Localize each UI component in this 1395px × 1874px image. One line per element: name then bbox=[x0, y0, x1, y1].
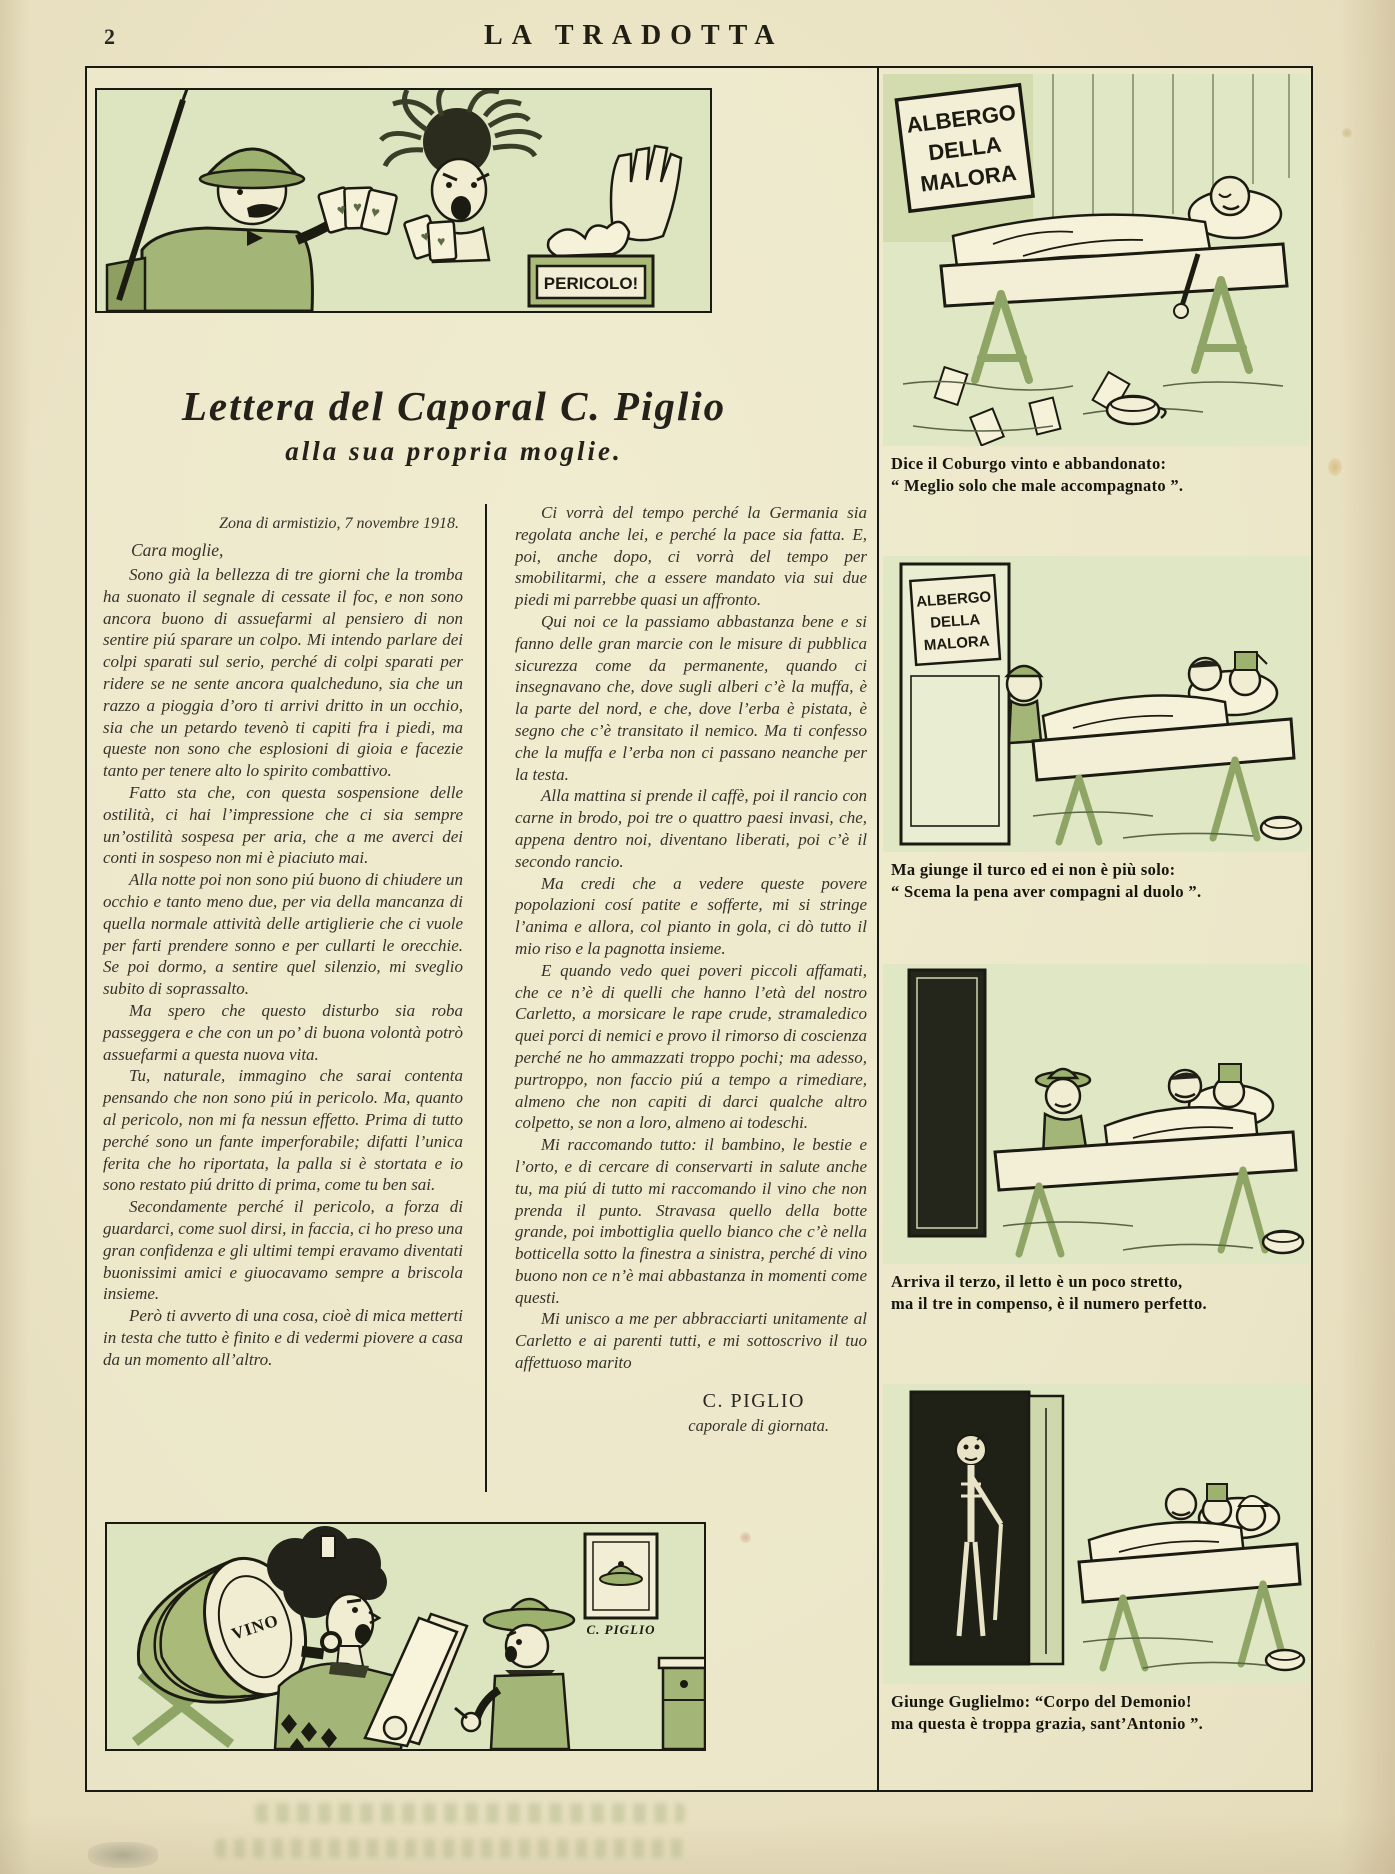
paper-stain bbox=[88, 1842, 158, 1868]
panel-caption bbox=[883, 1691, 1309, 1734]
fez-hat bbox=[1207, 1484, 1227, 1501]
letter-column-1 bbox=[103, 515, 463, 1370]
letter-paragraph: Fatto sta che, con questa sospensione delle ostilità, ci hai l’impressione che ci sia sempre un’ostilità sospesa per aria, che a me averci dei conti in sospeso non mi è piaciuto mai. bbox=[103, 782, 463, 868]
fez-hat bbox=[1235, 652, 1257, 670]
letter-paragraphs-col2 bbox=[515, 502, 867, 1374]
panel-guglielmo bbox=[883, 1384, 1309, 1734]
article-subtitle: alla sua propria moglie. bbox=[285, 436, 623, 466]
dateline: Zona di armistizio, 7 novembre 1918. bbox=[219, 515, 459, 532]
chamber-pot bbox=[1263, 1231, 1303, 1253]
dark-doorway bbox=[911, 1392, 1063, 1664]
letter-column-2 bbox=[515, 502, 867, 1436]
letter-paragraph: Sono già la bellezza di tre giorni che la tromba ha suonato il segnale di cessate il foc, e non sono ancora buono di assuefarmi al pensiero di non sentire piú sparare un colpo. Mi intendo parlare dei colpi sparati sul serio, perché di colpi sparati per ridere se ne sente ancora qualcheduno, sia che un razzo a pioggia d’oro ti arrivi dritto in un occhio, sia che un petardo tevenò ti capiti fra i piedi, ma queste non sono che esplosioni di gioia e facezie tanto per tenere alto lo spirito combattivo. bbox=[103, 565, 463, 781]
show-through-text bbox=[255, 1803, 685, 1823]
chamber-pot bbox=[1266, 1650, 1304, 1670]
panel-caption bbox=[883, 453, 1309, 496]
dark-door bbox=[909, 970, 985, 1236]
svg-text:♥: ♥ bbox=[353, 200, 362, 216]
panel-coburgo bbox=[883, 74, 1309, 496]
svg-text:♥: ♥ bbox=[437, 235, 446, 250]
soldier-medusa-drawing bbox=[97, 90, 710, 311]
panel-turco bbox=[883, 556, 1309, 902]
illustration-soldier-medusa bbox=[95, 88, 712, 313]
framed-picture bbox=[585, 1534, 657, 1637]
letter-paragraph: Secondamente perché il pericolo, a forza di guardarci, come suol dirsi, in faccia, ci ho preso una gran confidenza e gli ultimi tempi eravamo diventati buonissimi amici e giuocavamo sempre a briscola insieme. bbox=[103, 1197, 463, 1304]
letter-paragraph: Qui noi ce la passiamo abbastanza bene e si fanno delle gran marcie con le misure di pubblica sicurezza come da permanente, quando ci insegnavano che, dove sugli alberi c’è la muffa, è la parte del nord, e che, dove l’erba è pistata, è segno che c’è transitato il nemico. Ma ti confesso che la muffa e l’erba non ci passano neanche per la testa. bbox=[515, 611, 867, 784]
caption-line-1: Dice il Coburgo vinto e abbandonato: bbox=[891, 454, 1167, 473]
sign-line: ALBERGO bbox=[905, 99, 1018, 138]
letter-paragraph: Tu, naturale, immagino che sarai contenta pensando che non sono piú in pericolo. Ma, quanto al pericolo, non mi fa nessun effetto. Prima di tutto perché sono un fante imperforabile; difatti l’unica ferita che ho riportata, la palla si è stortata e io sono restato piú dritto di prima, come tu ben sai. bbox=[103, 1066, 463, 1195]
paper-stain bbox=[1328, 458, 1342, 476]
panel-terzo bbox=[883, 964, 1309, 1314]
caption-line-2: ma il tre in compenso, è il numero perfetto. bbox=[891, 1293, 1207, 1313]
letter-paragraph: Mi unisco a me per abbracciarti unitamente al Carletto e ai parenti tutti, e mi sottoscrivo il tuo affettuoso marito bbox=[515, 1309, 867, 1373]
caption-line-2: “ Scema la pena aver compagni al duolo ”. bbox=[891, 881, 1202, 901]
letter-paragraph: Ma spero che questo disturbo sia roba passeggera e che con un po’ di buona volontà potrò assuefarmi a questa nuova vita. bbox=[103, 1000, 463, 1064]
coburgo-bed-drawing bbox=[883, 74, 1309, 446]
letter-paragraph: Mi raccomando tutto: il bambino, le bestie e l’orto, e di cercare di conservarti in salute anche tu, ma piú di tutto mi raccomando il vino che non prenda il punto. Stravasa quello della botte grande, poi imbottiglia quello bianco che c’è nella botticella sotto la finestra a sinistra, perché di vino buono non ce n’è mai abbastanza in momenti come questi. bbox=[515, 1135, 867, 1307]
terzo-bed-drawing bbox=[883, 964, 1309, 1264]
caption-line-1: Arriva il terzo, il letto è un poco stretto, bbox=[891, 1272, 1183, 1291]
albergo-sign-small bbox=[910, 575, 1000, 665]
nightstand bbox=[659, 1658, 704, 1749]
paper-stain bbox=[1342, 128, 1352, 138]
sign-line: DELLA bbox=[926, 131, 1003, 166]
salutation: Cara moglie, bbox=[131, 540, 224, 560]
guglielmo-bed-drawing bbox=[883, 1384, 1309, 1684]
illustration-wife-reading bbox=[105, 1522, 706, 1751]
caption-line-2: “ Meglio solo che male accompagnato ”. bbox=[891, 475, 1184, 495]
letter-paragraph: Alla mattina si prende il caffè, poi il rancio con carne in brodo, poi tre o quattro paesi invasi, che, appena dentro noi, diventano liberati, poi c’è il secondo rancio. bbox=[515, 786, 867, 871]
artist-signature: C. PIGLIO bbox=[586, 1622, 656, 1637]
show-through-text bbox=[215, 1839, 685, 1858]
signature-role: caporale di giornata. bbox=[688, 1415, 829, 1435]
soldier-cards bbox=[318, 187, 397, 235]
albergo-sign bbox=[896, 85, 1033, 211]
vino-label: VINO bbox=[229, 1610, 282, 1644]
paper-stain bbox=[740, 1532, 751, 1543]
page-number: 2 bbox=[104, 24, 115, 49]
panel-caption bbox=[883, 859, 1309, 902]
chamber-pot bbox=[1261, 817, 1301, 839]
signature-name: C. PIGLIO bbox=[702, 1389, 805, 1412]
sign-line: MALORA bbox=[919, 159, 1018, 197]
open-mouth bbox=[355, 1624, 371, 1644]
right-column-divider-rule bbox=[877, 68, 879, 1790]
letter-paragraph: Ma credi che a vedere queste povere popolazioni cosí patite e sofferte, mi si stringe l’anima e allora, col pianto in gola, ci dò tutto il mio riso e la pagnotta insieme. bbox=[515, 873, 867, 958]
caption-line-1: Giunge Guglielmo: “Corpo del Demonio! bbox=[891, 1692, 1192, 1711]
letter-paragraph: Alla notte poi non sono piú buono di chiudere un occhio e tanto meno due, per via della mancanza di quella normale attività delle artiglierie che ci vuole per farti prendere sonno e per cullarti le orecchie. Se poi dormo, a sentire quel silenzio, mi sveglio subito di soprassalto. bbox=[103, 870, 463, 999]
earring bbox=[322, 1633, 340, 1651]
letter-paragraph: Però ti avverto di una cosa, cioè di mica metterti in testa che tutto è finito e di vedermi piovere a casa da un momento all’altro. bbox=[103, 1306, 463, 1369]
masthead-title: LA TRADOTTA bbox=[484, 20, 784, 51]
svg-text:♥: ♥ bbox=[368, 204, 382, 222]
svg-text:♥: ♥ bbox=[335, 201, 349, 220]
hand bbox=[384, 1717, 406, 1739]
letter-paragraph: E quando vedo quei poveri piccoli affamati, che ce n’è di quelli che hanno l’età del nostro Carletto, a morsicare le rape crude, stramaledico quei porci di nemici e provo il rimorso di coscienza perché ne ho ammazzati troppo pochi; ma adesso, purtroppo, non faccio piú a tempo a rimediare, almeno che non capiti di darci qualche altro colpetto, se non a loro, almeno ai todeschi. bbox=[515, 960, 867, 1133]
letter-paragraphs-col1 bbox=[103, 564, 463, 1370]
pericolo-label: PERICOLO! bbox=[543, 274, 639, 293]
sign-line: MALORA bbox=[923, 632, 991, 655]
hair-comb bbox=[321, 1536, 335, 1558]
sign-line: DELLA bbox=[929, 611, 981, 632]
page-frame bbox=[85, 66, 1313, 1792]
svg-text:♥: ♥ bbox=[419, 229, 432, 246]
fez-hat bbox=[1219, 1064, 1241, 1082]
column-divider-rule bbox=[485, 504, 487, 1492]
caption-line-1: Ma giunge il turco ed ei non è più solo: bbox=[891, 860, 1176, 879]
caption-line-2: ma questa è troppa grazia, sant’Antonio ”. bbox=[891, 1713, 1204, 1733]
open-mouth bbox=[451, 196, 471, 220]
wife-reading-drawing bbox=[107, 1524, 704, 1749]
panel-caption bbox=[883, 1271, 1309, 1314]
sign-line: ALBERGO bbox=[915, 588, 992, 611]
letter-paragraph: Ci vorrà del tempo perché la Germania sia regolata anche lei, e perché la pace sia fatta. E, poi, anche dopo, ci vorrà del tempo per smobilitarmi, che a essere mandato via sui due piedi mi parrebbe quasi un affronto. bbox=[515, 503, 867, 610]
turco-bed-drawing bbox=[883, 556, 1309, 852]
article-title: Lettera del Caporal C. Piglio bbox=[181, 383, 727, 429]
